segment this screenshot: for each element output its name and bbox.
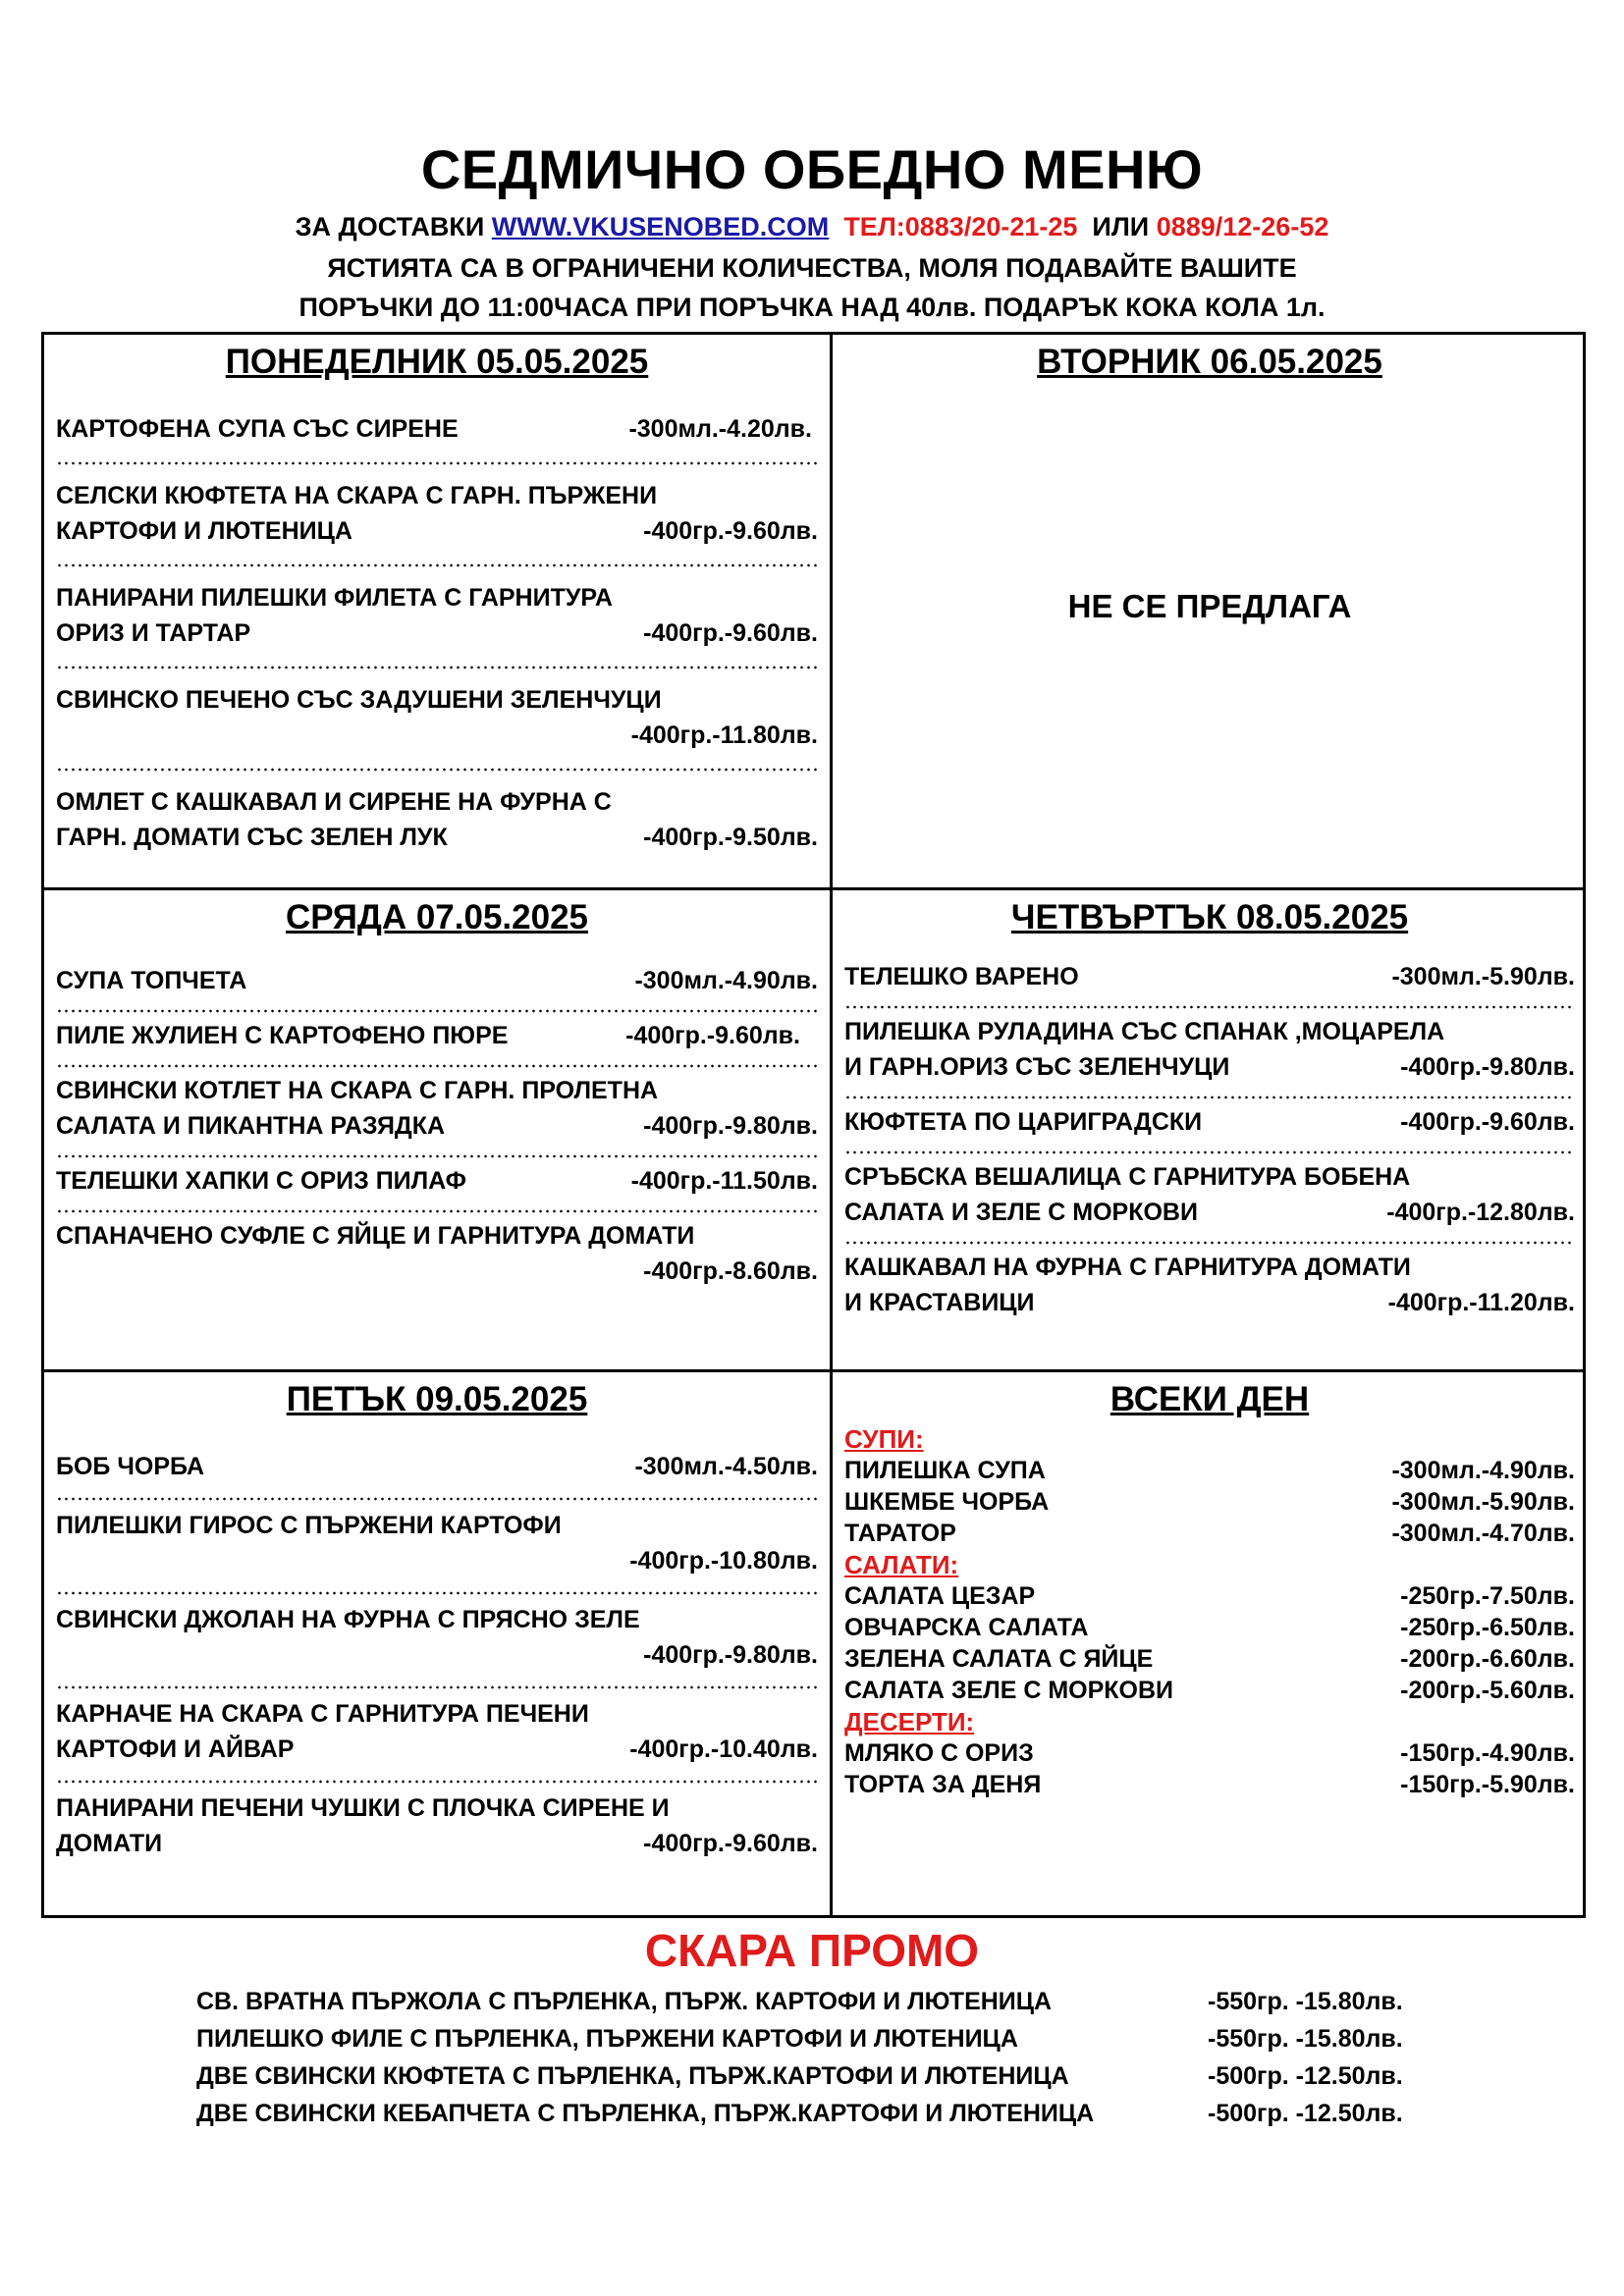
menu-item: ТЕЛЕШКО ВАРЕНО -300мл.-5.90лв. — [844, 963, 1575, 990]
menu-item: ТЕЛЕШКИ ХАПКИ С ОРИЗ ПИЛАФ -400гр.-11.50лв. — [56, 1167, 818, 1195]
dotted-separator — [56, 1000, 818, 1014]
menu-item: СПАНАЧЕНО СУФЛЕ С ЯЙЦЕ И ГАРНИТУРА ДОМАТИ -400гр.-8.60лв. — [56, 1222, 818, 1285]
menu-item: СВИНСКО ПЕЧЕНО СЪС ЗАДУШЕНИ ЗЕЛЕНЧУЦИ -400гр.-11.80лв. — [56, 686, 818, 749]
contact-line — [0, 212, 1624, 242]
notice-line-2: ПОРЪЧКИ ДО 11:00ЧАСА ПРИ ПОРЪЧКА НАД 40лв. ПОДАРЪК КОКА КОЛА 1л. — [298, 293, 1326, 322]
day-title-wednesday: СРЯДА 07.05.2025 — [285, 898, 588, 936]
dotted-separator — [56, 1055, 818, 1069]
day-title-tuesday: ВТОРНИК 06.05.2025 — [1037, 343, 1382, 381]
menu-item: КАРТОФЕНА СУПА СЪС СИРЕНЕ -300мл.-4.20лв. — [56, 415, 812, 443]
menu-item: ОВЧАРСКА САЛАТА -250гр.-6.50лв. — [844, 1614, 1575, 1641]
dotted-separator — [56, 1146, 818, 1159]
menu-item: ПИЛЕШКА РУЛАДИНА СЪС СПАНАК ,МОЦАРЕЛА И ГАРН.ОРИЗ СЪС ЗЕЛЕНЧУЦИ -400гр.-9.80лв. — [844, 1018, 1575, 1081]
dotted-separator — [844, 996, 1575, 1010]
category-salads: САЛАТИ: — [844, 1550, 959, 1579]
promo-item: СВ. ВРАТНА ПЪРЖОЛА С ПЪРЛЕНКА, ПЪРЖ. КАРТОФИ И ЛЮТЕНИЦА -550гр. -15.80лв. — [196, 1988, 1403, 2015]
menu-item: ОМЛЕТ С КАШКАВАЛ И СИРЕНЕ НА ФУРНА С ГАРН. ДОМАТИ СЪС ЗЕЛЕН ЛУК -400гр.-9.50лв. — [56, 788, 818, 851]
grid-divider-vertical — [830, 335, 833, 1915]
menu-item: ПИЛЕШКА СУПА -300мл.-4.90лв. — [844, 1457, 1575, 1484]
menu-item: САЛАТА ЦЕЗАР -250гр.-7.50лв. — [844, 1582, 1575, 1610]
dotted-separator — [56, 759, 818, 773]
day-cell-thursday — [844, 890, 1575, 1369]
day-cell-wednesday — [56, 890, 818, 1369]
promo-item: ДВЕ СВИНСКИ КЕБАПЧЕТА С ПЪРЛЕНКА, ПЪРЖ.КАРТОФИ И ЛЮТЕНИЦА -500гр. -12.50лв. — [196, 2100, 1403, 2127]
menu-item: СРЪБСКА ВЕШАЛИЦА С ГАРНИТУРА БОБЕНА САЛАТА И ЗЕЛЕ С МОРКОВИ -400гр.-12.80лв. — [844, 1163, 1575, 1226]
menu-title: СЕДМИЧНО ОБЕДНО МЕНЮ — [420, 138, 1204, 200]
phone-secondary: 0889/12-26-52 — [1156, 212, 1329, 241]
phone-primary: ТЕЛ:0883/20-21-25 — [843, 212, 1078, 241]
dotted-separator — [844, 1142, 1575, 1155]
dotted-separator — [56, 555, 818, 568]
dotted-separator — [844, 1087, 1575, 1100]
day-cell-everyday — [844, 1372, 1575, 1918]
menu-item: КАШКАВАЛ НА ФУРНА С ГАРНИТУРА ДОМАТИ И КРАСТАВИЦИ -400гр.-11.20лв. — [844, 1254, 1575, 1316]
day-title-everyday: ВСЕКИ ДЕН — [1110, 1380, 1310, 1418]
promo-item: ПИЛЕШКО ФИЛЕ С ПЪРЛЕНКА, ПЪРЖЕНИ КАРТОФИ И ЛЮТЕНИЦА -550гр. -15.80лв. — [196, 2025, 1403, 2053]
promo-item: ДВЕ СВИНСКИ КЮФТЕТА С ПЪРЛЕНКА, ПЪРЖ.КАРТОФИ И ЛЮТЕНИЦА -500гр. -12.50лв. — [196, 2062, 1403, 2090]
website-link[interactable]: WWW.VKUSENOBED.COM — [491, 212, 830, 241]
menu-item: ТОРТА ЗА ДЕНЯ -150гр.-5.90лв. — [844, 1771, 1575, 1798]
not-offered-note: НЕ СЕ ПРЕДЛАГА — [1067, 588, 1352, 624]
dotted-separator — [56, 1582, 818, 1596]
dotted-separator — [56, 453, 818, 466]
menu-item: ПИЛЕ ЖУЛИЕН С КАРТОФЕНО ПЮРЕ -400гр.-9.60лв. — [56, 1022, 800, 1049]
menu-item: ПАНИРАНИ ПЕЧЕНИ ЧУШКИ С ПЛОЧКА СИРЕНЕ И ДОМАТИ -400гр.-9.60лв. — [56, 1794, 818, 1857]
menu-item: САЛАТА ЗЕЛЕ С МОРКОВИ -200гр.-5.60лв. — [844, 1677, 1575, 1704]
category-desserts: ДЕСЕРТИ: — [844, 1707, 975, 1736]
day-title-thursday: ЧЕТВЪРТЪК 08.05.2025 — [1010, 898, 1409, 936]
menu-item: ТАРАТОР -300мл.-4.70лв. — [844, 1520, 1575, 1547]
delivery-label: ЗА ДОСТАВКИ — [295, 212, 485, 241]
day-cell-monday — [56, 335, 818, 884]
day-title-monday: ПОНЕДЕЛНИК 05.05.2025 — [225, 343, 649, 381]
menu-item: ШКЕМБЕ ЧОРБА -300мл.-5.90лв. — [844, 1488, 1575, 1516]
menu-item: СВИНСКИ ДЖОЛАН НА ФУРНА С ПРЯСНО ЗЕЛЕ -400гр.-9.80лв. — [56, 1606, 818, 1669]
menu-item: БОБ ЧОРБА -300мл.-4.50лв. — [56, 1453, 818, 1480]
menu-item: ПИЛЕШКИ ГИРОС С ПЪРЖЕНИ КАРТОФИ -400гр.-10.80лв. — [56, 1512, 818, 1575]
day-cell-friday — [56, 1372, 818, 1918]
dotted-separator — [56, 1488, 818, 1502]
menu-item: СЕЛСКИ КЮФТЕТА НА СКАРА С ГАРН. ПЪРЖЕНИ КАРТОФИ И ЛЮТЕНИЦА -400гр.-9.60лв. — [56, 482, 818, 545]
dotted-separator — [56, 1201, 818, 1214]
menu-item: СВИНСКИ КОТЛЕТ НА СКАРА С ГАРН. ПРОЛЕТНА САЛАТА И ПИКАНТНА РАЗЯДКА -400гр.-9.80лв. — [56, 1077, 818, 1140]
weekly-menu-grid — [41, 332, 1586, 1918]
dotted-separator — [56, 1677, 818, 1690]
dotted-separator — [56, 657, 818, 670]
or-label: ИЛИ — [1092, 212, 1150, 241]
promo-title: СКАРА ПРОМО — [644, 1925, 980, 1976]
notice-line-1: ЯСТИЯТА СА В ОГРАНИЧЕНИ КОЛИЧЕСТВА, МОЛЯ ПОДАВАЙТЕ ВАШИТЕ — [327, 253, 1297, 283]
day-cell-tuesday — [844, 335, 1575, 884]
menu-item: КАРНАЧЕ НА СКАРА С ГАРНИТУРА ПЕЧЕНИ КАРТОФИ И АЙВАР -400гр.-10.40лв. — [56, 1700, 818, 1763]
day-title-friday: ПЕТЪК 09.05.2025 — [286, 1380, 588, 1418]
menu-item: СУПА ТОПЧЕТА -300мл.-4.90лв. — [56, 967, 818, 994]
menu-item: ЗЕЛЕНА САЛАТА С ЯЙЦЕ -200гр.-6.60лв. — [844, 1645, 1575, 1673]
dotted-separator — [56, 1771, 818, 1785]
category-soups: СУПИ: — [844, 1424, 924, 1454]
promo-list — [196, 1983, 1434, 2132]
menu-item: МЛЯКО С ОРИЗ -150гр.-4.90лв. — [844, 1739, 1575, 1767]
menu-item: КЮФТЕТА ПО ЦАРИГРАДСКИ -400гр.-9.60лв. — [844, 1108, 1575, 1136]
menu-item: ПАНИРАНИ ПИЛЕШКИ ФИЛЕТА С ГАРНИТУРА ОРИЗ И ТАРТАР -400гр.-9.60лв. — [56, 584, 818, 647]
dotted-separator — [844, 1232, 1575, 1246]
